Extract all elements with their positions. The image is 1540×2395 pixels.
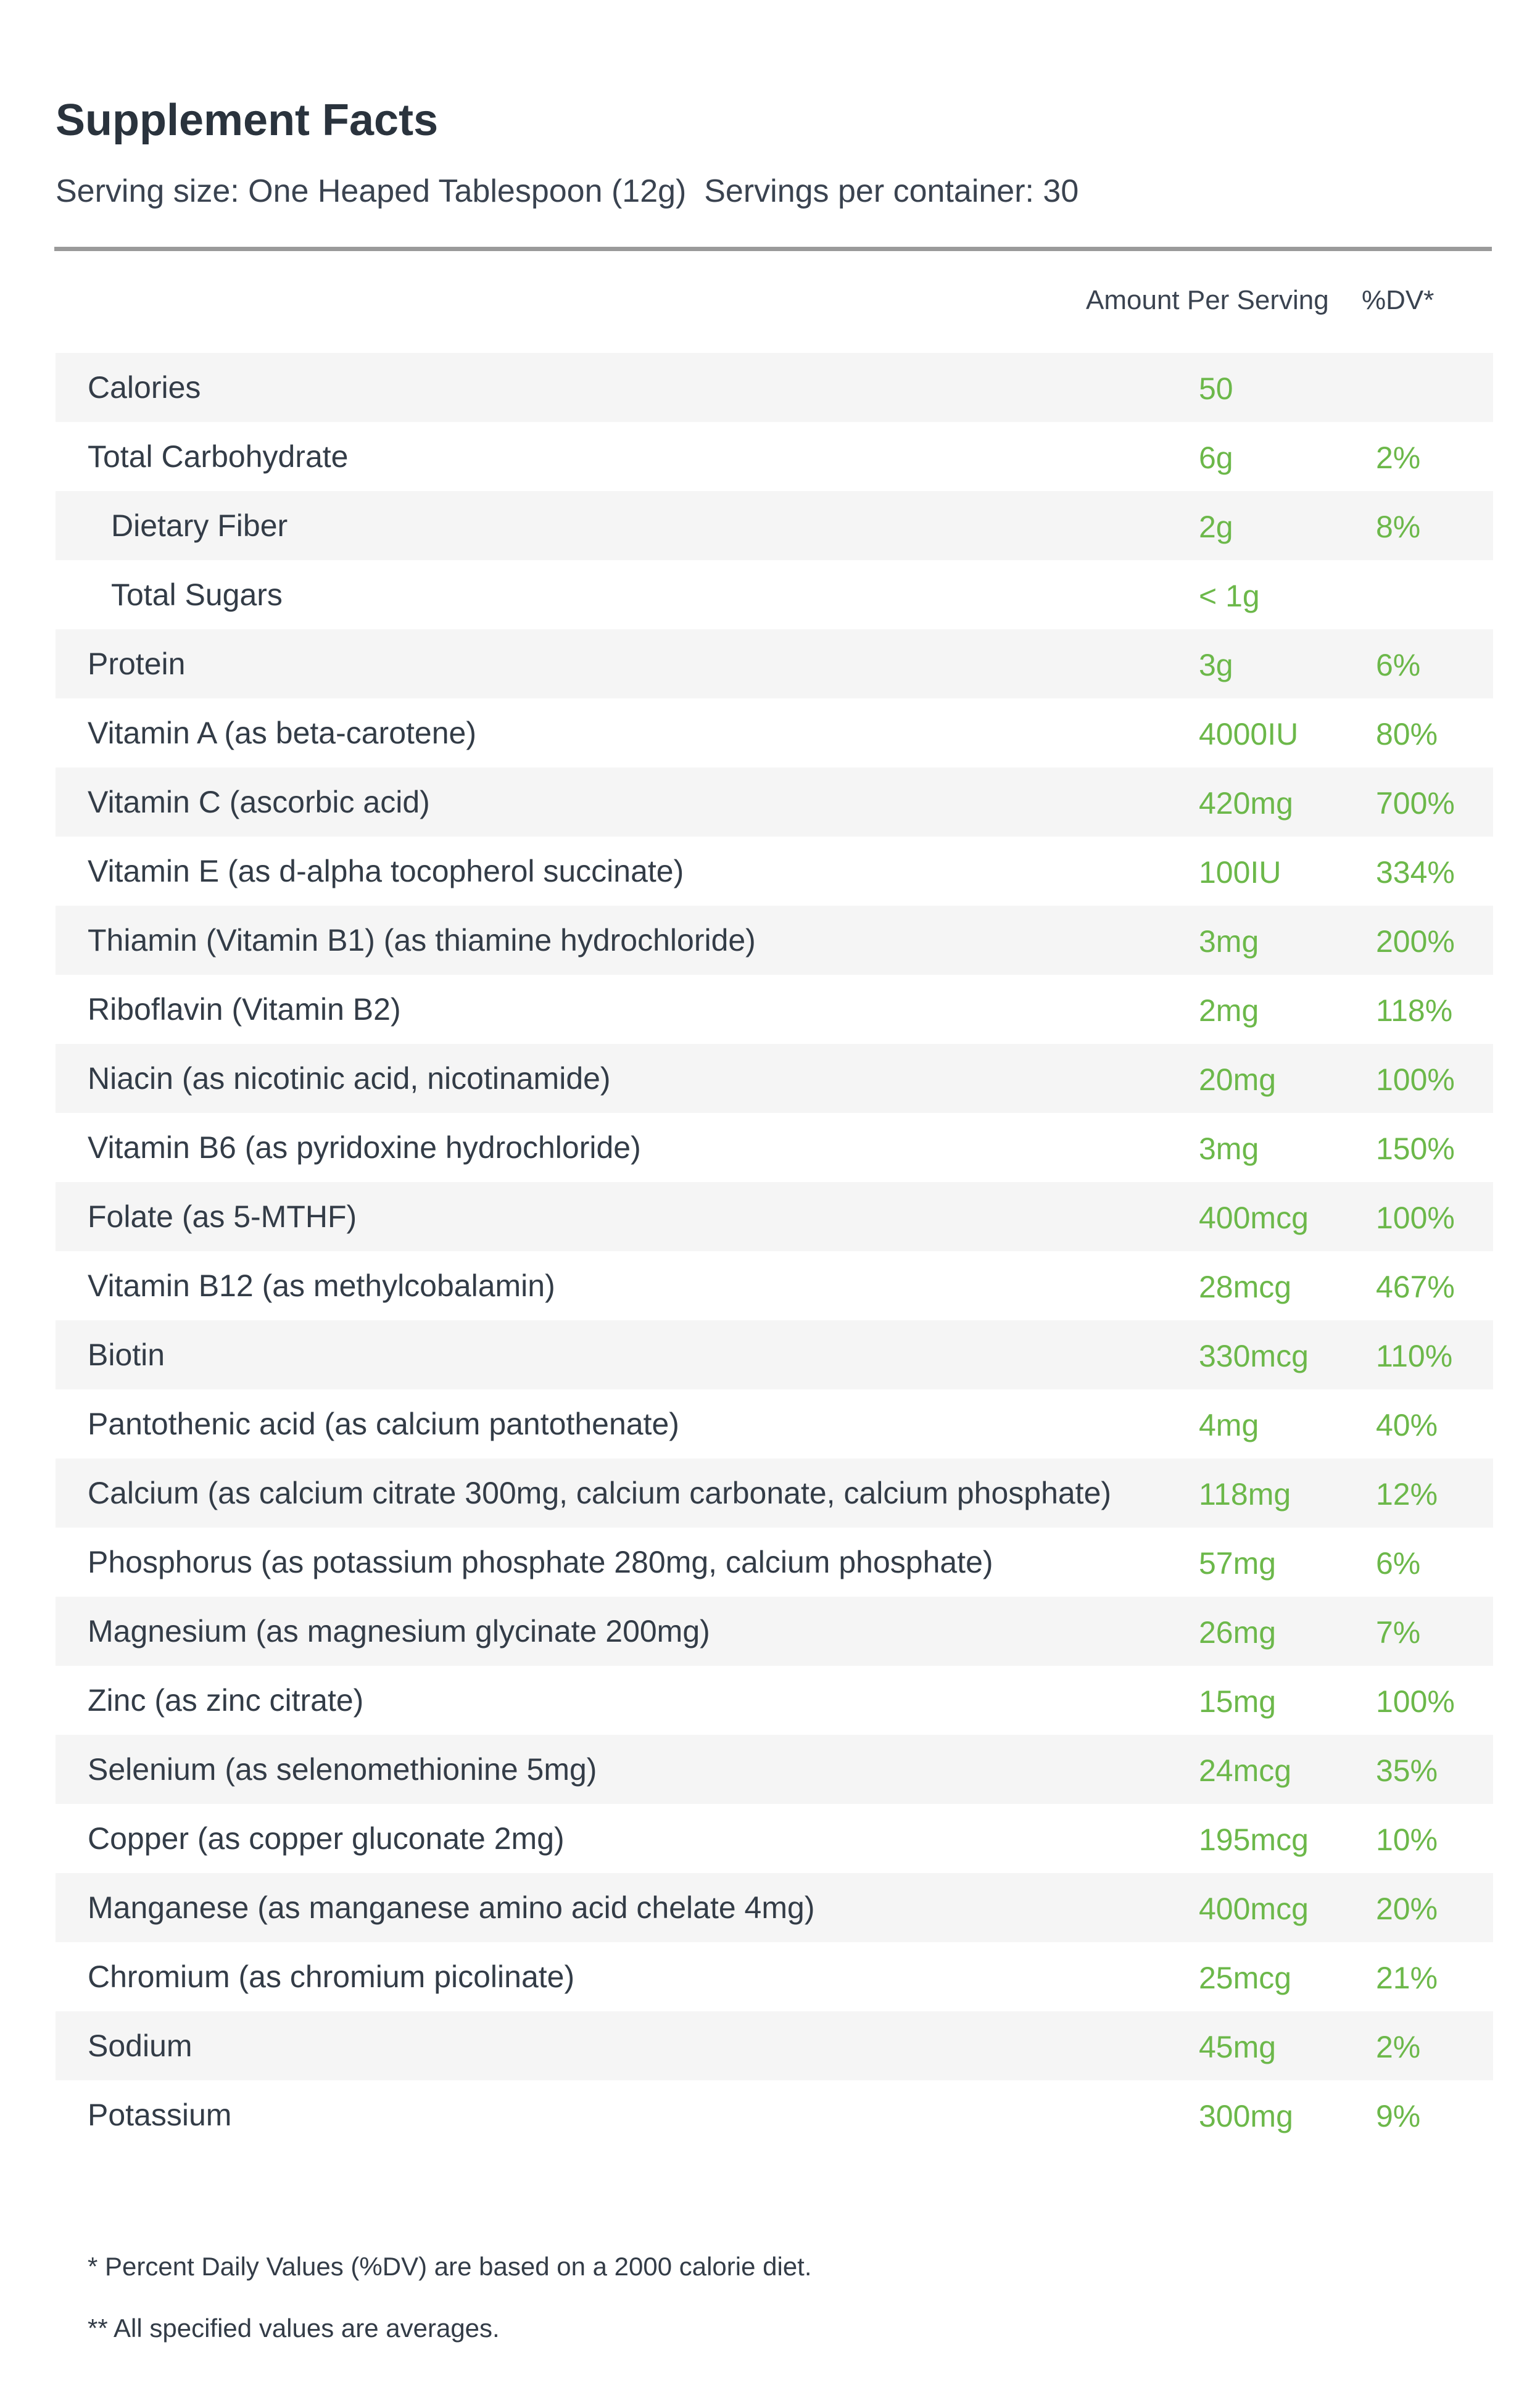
nutrient-name: Dietary Fiber	[111, 508, 288, 543]
nutrient-dv: 40%	[1376, 1408, 1438, 1442]
table-row	[56, 1528, 1493, 1597]
nutrient-amount: 3mg	[1199, 924, 1259, 959]
nutrient-name: Vitamin C (ascorbic acid)	[88, 785, 430, 819]
nutrient-amount: 6g	[1199, 441, 1233, 475]
nutrient-amount: 400mcg	[1199, 1892, 1309, 1926]
nutrient-name: Biotin	[88, 1338, 165, 1372]
footnotes	[56, 2236, 1493, 2359]
supplement-facts-panel	[56, 86, 1493, 2359]
column-header	[56, 251, 1493, 353]
nutrient-dv: 20%	[1376, 1892, 1438, 1926]
nutrient-dv: 110%	[1376, 1339, 1453, 1373]
nutrient-name: Selenium (as selenomethionine 5mg)	[88, 1752, 597, 1787]
nutrient-dv: 9%	[1376, 2099, 1421, 2133]
nutrient-amount: 50	[1199, 371, 1233, 406]
nutrient-table	[56, 353, 1493, 2149]
nutrient-amount: 420mg	[1199, 786, 1293, 821]
nutrient-name: Potassium	[88, 2098, 232, 2132]
nutrient-name: Protein	[88, 647, 186, 681]
nutrient-dv: 8%	[1376, 510, 1421, 544]
nutrient-name: Vitamin B12 (as methylcobalamin)	[88, 1268, 555, 1303]
nutrient-dv: 6%	[1376, 648, 1421, 682]
table-row	[56, 1113, 1493, 1182]
nutrient-name: Pantothenic acid (as calcium pantothenate)	[88, 1407, 679, 1441]
nutrient-amount: 25mcg	[1199, 1961, 1292, 1995]
nutrient-name: Thiamin (Vitamin B1) (as thiamine hydrochloride)	[88, 923, 756, 958]
page-title: Supplement Facts	[56, 96, 439, 145]
nutrient-dv: 6%	[1376, 1546, 1421, 1581]
nutrient-amount: 2mg	[1199, 993, 1259, 1028]
nutrient-amount: 24mcg	[1199, 1753, 1292, 1788]
nutrient-name: Chromium (as chromium picolinate)	[88, 1959, 575, 1994]
nutrient-dv: 10%	[1376, 1822, 1438, 1857]
table-row	[56, 353, 1493, 422]
table-row	[56, 1251, 1493, 1320]
nutrient-dv: 80%	[1376, 717, 1438, 751]
table-row	[56, 1804, 1493, 1873]
nutrient-amount: 4mg	[1199, 1408, 1259, 1442]
nutrient-name: Manganese (as manganese amino acid chelate 4mg)	[88, 1890, 815, 1925]
table-row	[56, 1389, 1493, 1458]
nutrient-name: Vitamin B6 (as pyridoxine hydrochloride)	[88, 1130, 641, 1165]
nutrient-amount: 100IU	[1199, 855, 1281, 890]
footnote-averages: ** All specified values are averages.	[88, 2314, 500, 2343]
table-row	[56, 975, 1493, 1044]
table-row	[56, 1735, 1493, 1804]
nutrient-amount: 57mg	[1199, 1546, 1277, 1581]
table-row	[56, 1320, 1493, 1389]
table-row	[56, 1873, 1493, 1942]
nutrient-amount: 28mcg	[1199, 1270, 1292, 1304]
table-row	[56, 698, 1493, 767]
nutrient-name: Magnesium (as magnesium glycinate 200mg)	[88, 1614, 710, 1648]
nutrient-amount: 330mcg	[1199, 1339, 1309, 1373]
nutrient-dv: 7%	[1376, 1615, 1421, 1650]
amount-column-header: Amount Per Serving	[1086, 285, 1329, 315]
nutrient-dv: 2%	[1376, 441, 1421, 475]
nutrient-name: Phosphorus (as potassium phosphate 280mg, calcium phosphate)	[88, 1545, 993, 1579]
table-row	[56, 906, 1493, 975]
nutrient-amount: 118mg	[1199, 1477, 1291, 1512]
footnote-dv: * Percent Daily Values (%DV) are based on a 2000 calorie diet.	[88, 2252, 812, 2281]
divider-rule	[54, 247, 1492, 251]
nutrient-name: Niacin (as nicotinic acid, nicotinamide)	[88, 1061, 611, 1096]
nutrient-amount: 15mg	[1199, 1684, 1277, 1719]
nutrient-name: Total Sugars	[111, 577, 283, 612]
table-row	[56, 491, 1493, 560]
nutrient-name: Riboflavin (Vitamin B2)	[88, 992, 401, 1027]
nutrient-amount: 20mg	[1199, 1062, 1277, 1097]
nutrient-dv: 700%	[1376, 786, 1455, 821]
nutrient-dv: 100%	[1376, 1201, 1455, 1235]
table-row	[56, 1458, 1493, 1528]
nutrient-amount: 3mg	[1199, 1131, 1259, 1166]
table-row	[56, 767, 1493, 837]
nutrient-amount: < 1g	[1199, 579, 1260, 613]
nutrient-amount: 45mg	[1199, 2030, 1277, 2064]
table-row	[56, 2011, 1493, 2080]
nutrient-dv: 334%	[1376, 855, 1455, 890]
table-row	[56, 1942, 1493, 2011]
nutrient-name: Copper (as copper gluconate 2mg)	[88, 1821, 565, 1856]
table-row	[56, 1182, 1493, 1251]
table-row	[56, 422, 1493, 491]
nutrient-name: Folate (as 5-MTHF)	[88, 1199, 357, 1234]
nutrient-dv: 2%	[1376, 2030, 1421, 2064]
table-row	[56, 1597, 1493, 1666]
table-row	[56, 560, 1493, 629]
nutrient-dv: 12%	[1376, 1477, 1438, 1512]
nutrient-amount: 4000IU	[1199, 717, 1299, 751]
nutrient-amount: 26mg	[1199, 1615, 1277, 1650]
nutrient-dv: 200%	[1376, 924, 1455, 959]
serving-info: Serving size: One Heaped Tablespoon (12g) Servings per container: 30	[56, 173, 1079, 209]
nutrient-name: Sodium	[88, 2029, 192, 2063]
nutrient-dv: 35%	[1376, 1753, 1438, 1788]
nutrient-amount: 3g	[1199, 648, 1233, 682]
table-row	[56, 837, 1493, 906]
nutrient-name: Vitamin E (as d-alpha tocopherol succinate)	[88, 854, 684, 888]
nutrient-name: Calcium (as calcium citrate 300mg, calcium carbonate, calcium phosphate)	[88, 1476, 1112, 1510]
table-row	[56, 1044, 1493, 1113]
nutrient-name: Calories	[88, 370, 201, 405]
nutrient-amount: 2g	[1199, 510, 1233, 544]
nutrient-dv: 118%	[1376, 993, 1453, 1028]
nutrient-dv: 100%	[1376, 1062, 1455, 1097]
dv-column-header: %DV*	[1362, 285, 1434, 315]
nutrient-dv: 467%	[1376, 1270, 1455, 1304]
table-row	[56, 1666, 1493, 1735]
nutrient-name: Total Carbohydrate	[88, 439, 349, 474]
nutrient-amount: 400mcg	[1199, 1201, 1309, 1235]
nutrient-name: Vitamin A (as beta-carotene)	[88, 716, 476, 750]
nutrient-dv: 150%	[1376, 1131, 1455, 1166]
nutrient-dv: 21%	[1376, 1961, 1438, 1995]
nutrient-name: Zinc (as zinc citrate)	[88, 1683, 364, 1718]
nutrient-amount: 300mg	[1199, 2099, 1293, 2133]
nutrient-dv: 100%	[1376, 1684, 1455, 1719]
nutrient-amount: 195mcg	[1199, 1822, 1309, 1857]
table-row	[56, 2080, 1493, 2149]
table-row	[56, 629, 1493, 698]
